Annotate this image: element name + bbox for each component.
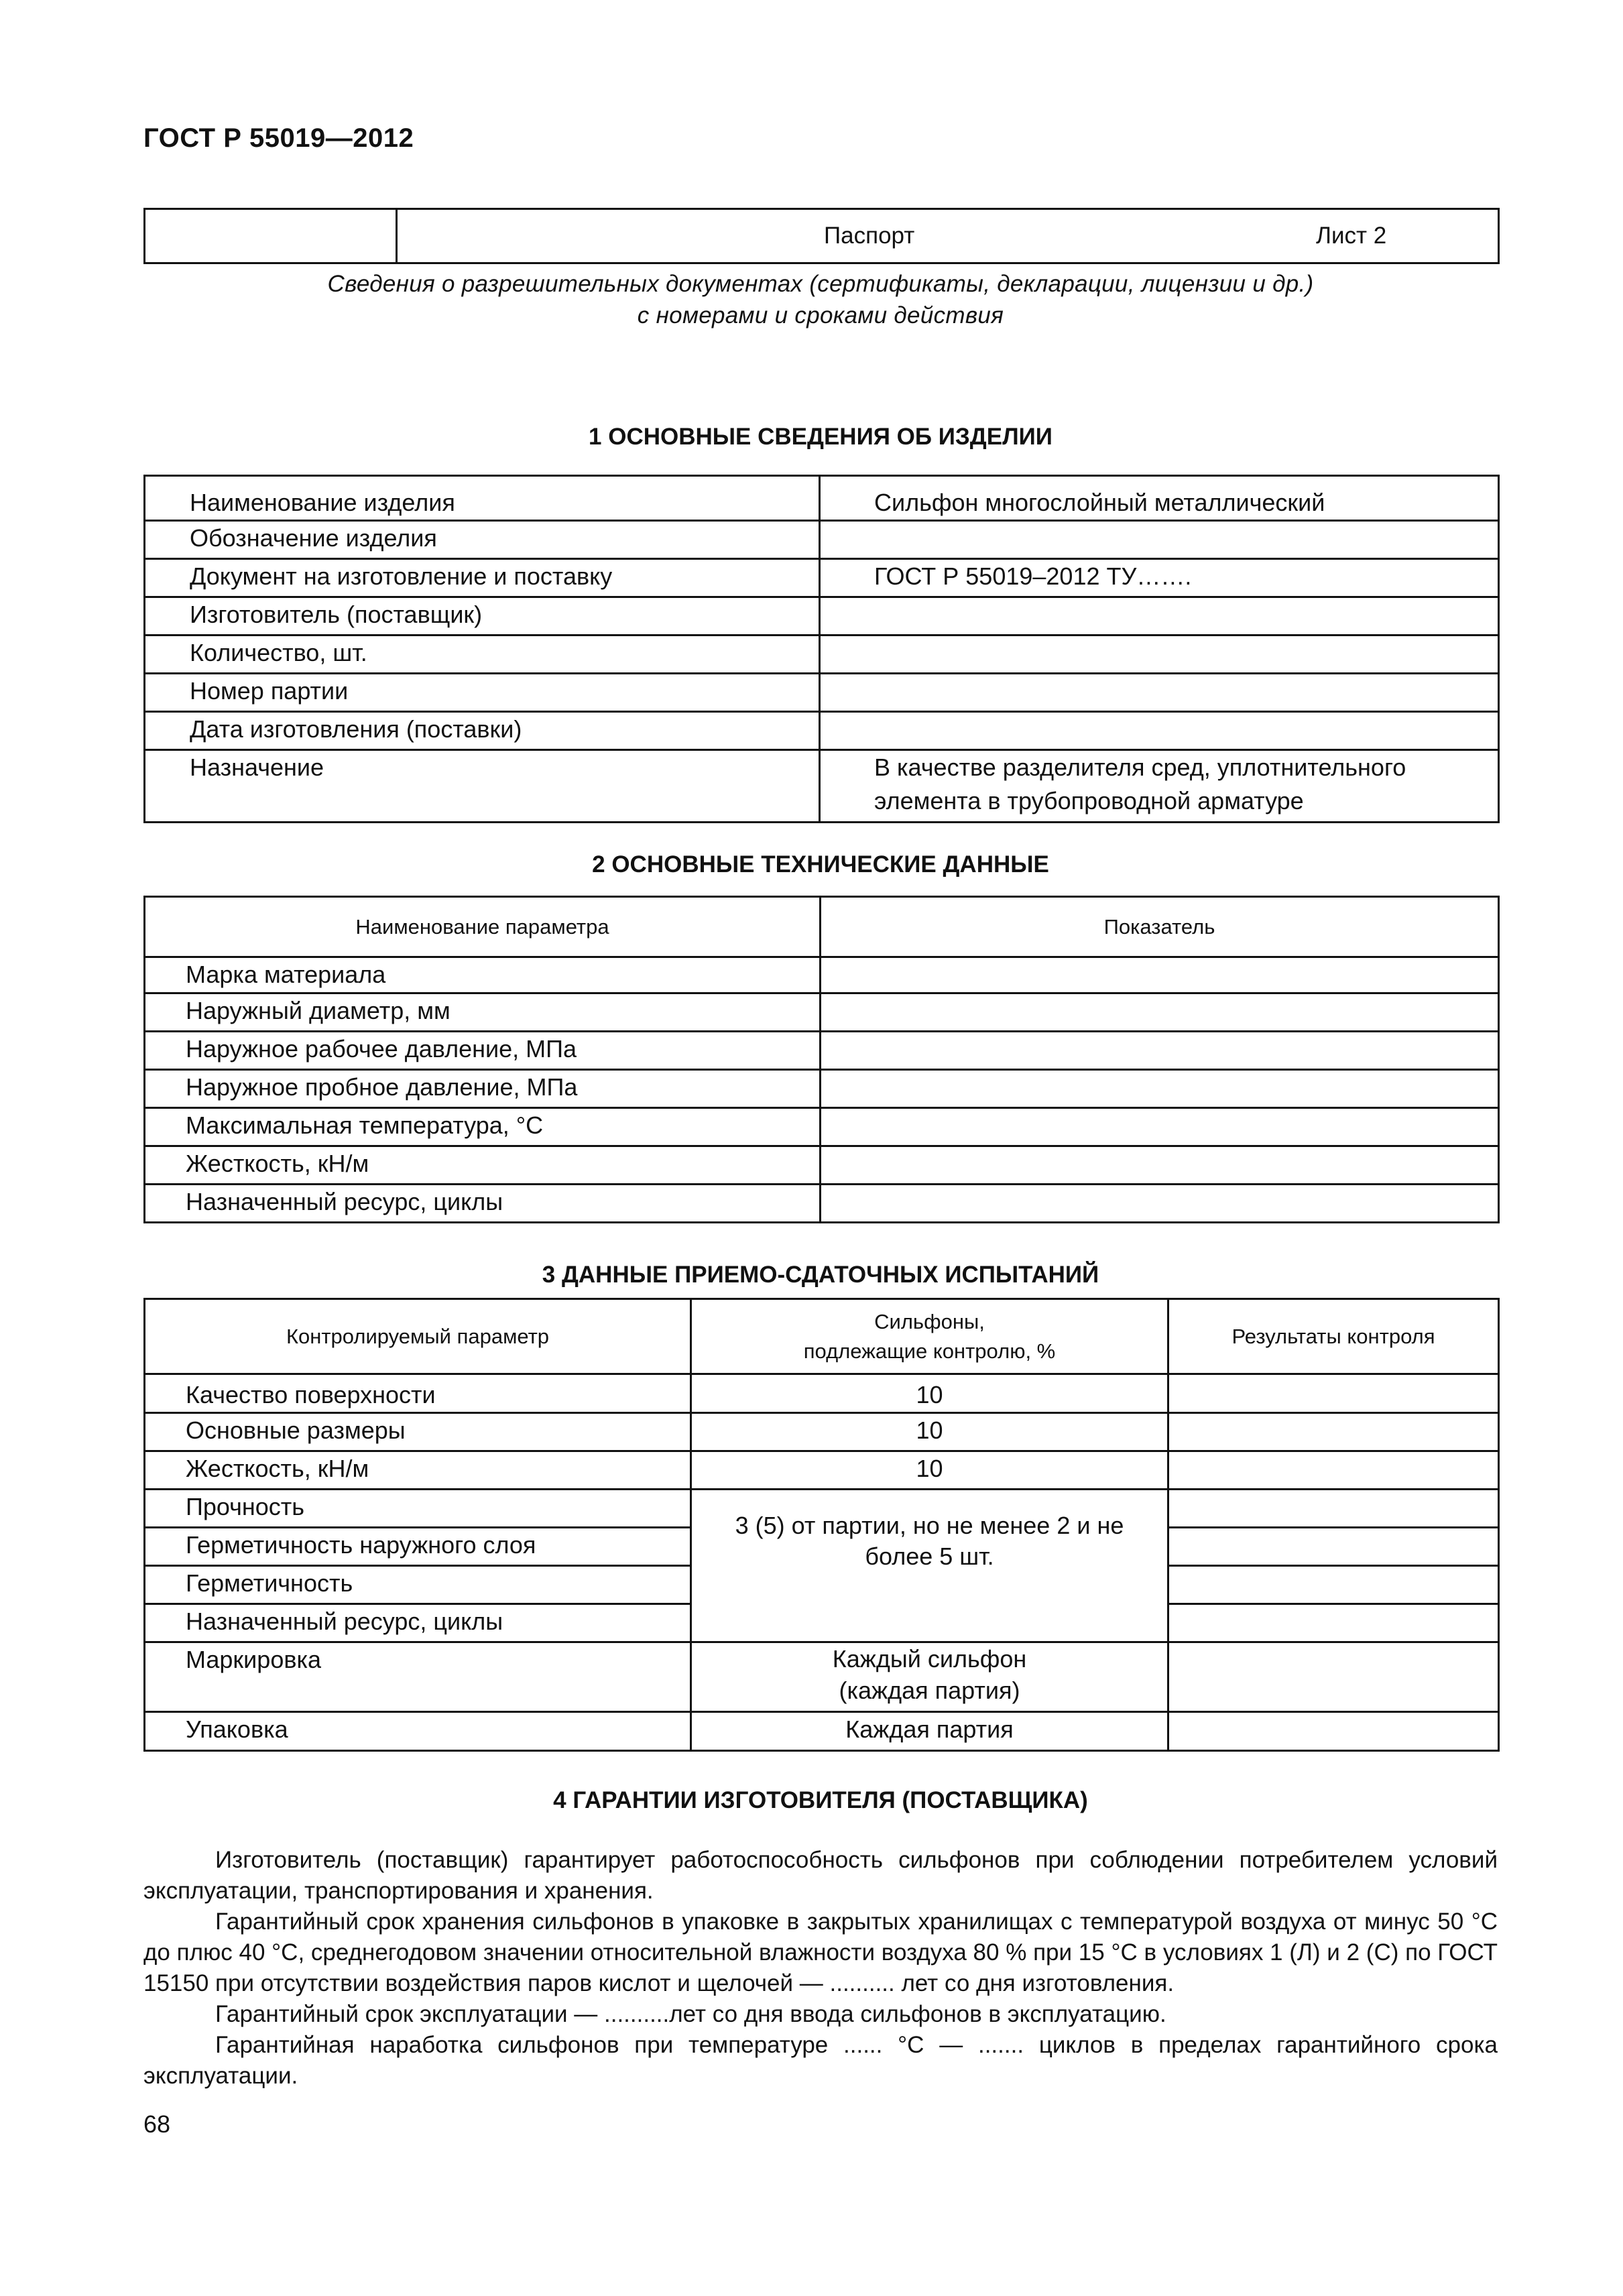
table-row-value [821, 1108, 1499, 1146]
table-row-label: Документ на изготовление и поставку [145, 559, 820, 597]
table-row-value [820, 712, 1499, 750]
table-row-value [821, 957, 1499, 993]
table-row-result [1168, 1490, 1499, 1528]
table-row-result [1168, 1413, 1499, 1451]
merged-share-cell [691, 1490, 1168, 1642]
table-row-label: Наименование изделия [145, 476, 820, 521]
marking-share [691, 1642, 1168, 1712]
sheet-number: Лист 2 [1316, 223, 1387, 249]
product-info-table [143, 475, 1500, 823]
col-header-controlled-param: Контролируемый параметр [145, 1299, 691, 1374]
table-row-result [1168, 1566, 1499, 1604]
table-row-label: Назначенный ресурс, циклы [145, 1185, 821, 1223]
passport-left-cell [145, 209, 397, 263]
table-row-result [1168, 1604, 1499, 1642]
marking-share-line2: (каждая партия) [839, 1677, 1020, 1704]
table-row-value [821, 1070, 1499, 1108]
table-row-value [821, 993, 1499, 1032]
table-row-label: Дата изготовления (поставки) [145, 712, 820, 750]
permits-note-line1: Сведения о разрешительных документах (сертификаты, декларации, лицензии и др.) [327, 271, 1314, 297]
table-row-label: Назначение [145, 750, 820, 823]
passport-title: Паспорт [824, 223, 915, 249]
table-row-value [820, 597, 1499, 636]
table-row-label: Номер партии [145, 674, 820, 712]
table-row-label: Жесткость, кН/м [145, 1146, 821, 1185]
table-row-label: Изготовитель (поставщик) [145, 597, 820, 636]
table-row-label: Прочность [145, 1490, 691, 1528]
col-header-share-line1: Сильфоны, [874, 1309, 985, 1333]
warranty-paragraph: Гарантийный срок хранения сильфонов в упаковке в закрытых хранилищах с температурой воздуха от минус 50 °С до плюс 40 °С, среднегодовом значении относительной влажности воздуха 80 % при 15 °С в условиях 1 (Л) и 2 (С) по ГОСТ 15150 при отсутствии воздействия паров кислот и щелочей — .......... лет со дня изготовления. [143, 1909, 1498, 1996]
passport-header-table [143, 208, 1500, 264]
table-row-result [1168, 1528, 1499, 1566]
section1-heading: 1 ОСНОВНЫЕ СВЕДЕНИЯ ОБ ИЗДЕЛИИ [589, 424, 1053, 450]
col-header-param: Наименование параметра [145, 897, 821, 957]
packing-result [1168, 1712, 1499, 1751]
table-row-value: В качестве разделителя сред, уплотнительного элемента в трубопроводной арматуре [820, 750, 1499, 823]
table-row-value [821, 1185, 1499, 1223]
permits-note-line2: с номерами и сроками действия [637, 302, 1004, 328]
page-number: 68 [143, 2110, 171, 2138]
table-row-result [1168, 1451, 1499, 1490]
table-row-label: Основные размеры [145, 1413, 691, 1451]
table-row-value: ГОСТ Р 55019–2012 ТУ……. [820, 559, 1499, 597]
col-header-share-line2: подлежащие контролю, % [803, 1339, 1056, 1363]
table-row-value [820, 521, 1499, 559]
warranty-paragraph: Изготовитель (поставщик) гарантирует работоспособность сильфонов при соблюдении потребителем условий эксплуатации, транспортирования и хранения. [143, 1847, 1498, 1904]
table-row-label: Качество поверхности [145, 1374, 691, 1413]
col-header-result: Результаты контроля [1168, 1299, 1499, 1374]
table-row-label: Наружное пробное давление, МПа [145, 1070, 821, 1108]
table-row-value [820, 636, 1499, 674]
packing-label: Упаковка [145, 1712, 691, 1751]
table-row-label: Назначенный ресурс, циклы [145, 1604, 691, 1642]
document-title: ГОСТ Р 55019—2012 [143, 123, 414, 153]
section4-heading: 4 ГАРАНТИИ ИЗГОТОВИТЕЛЯ (ПОСТАВЩИКА) [553, 1787, 1088, 1813]
table-row-label: Герметичность [145, 1566, 691, 1604]
table-row-share: 10 [691, 1413, 1168, 1451]
table-row-label: Количество, шт. [145, 636, 820, 674]
table-row-value: Сильфон многослойный металлический [820, 476, 1499, 521]
technical-data-table [143, 896, 1500, 1223]
table-row-result [1168, 1374, 1499, 1413]
permits-note [143, 268, 1498, 331]
section2-heading: 2 ОСНОВНЫЕ ТЕХНИЧЕСКИЕ ДАННЫЕ [592, 851, 1049, 878]
merged-share-text: 3 (5) от партии, но не менее 2 и не более 5 шт. [735, 1512, 1124, 1570]
section3-heading: 3 ДАННЫЕ ПРИЕМО-СДАТОЧНЫХ ИСПЫТАНИЙ [542, 1262, 1099, 1288]
passport-title-cell [397, 209, 1499, 263]
warranty-paragraph: Гарантийная наработка сильфонов при температуре ...... °С — ....... циклов в пределах гарантийного срока эксплуатации. [143, 2032, 1498, 2089]
table-row-value [821, 1032, 1499, 1070]
packing-share: Каждая партия [691, 1712, 1168, 1751]
table-row-label: Наружное рабочее давление, МПа [145, 1032, 821, 1070]
table-row-label: Наружный диаметр, мм [145, 993, 821, 1032]
table-row-label: Обозначение изделия [145, 521, 820, 559]
table-row-label: Максимальная температура, °С [145, 1108, 821, 1146]
table-row-share: 10 [691, 1374, 1168, 1413]
col-header-share [691, 1299, 1168, 1374]
acceptance-tests-table [143, 1298, 1500, 1752]
table-row-label: Жесткость, кН/м [145, 1451, 691, 1490]
col-header-value: Показатель [821, 897, 1499, 957]
table-row-value [821, 1146, 1499, 1185]
marking-share-line1: Каждый сильфон [832, 1645, 1027, 1673]
table-row-value [820, 674, 1499, 712]
marking-label: Маркировка [145, 1642, 691, 1712]
table-row-label: Марка материала [145, 957, 821, 993]
table-row-label: Герметичность наружного слоя [145, 1528, 691, 1566]
marking-result [1168, 1642, 1499, 1712]
table-row-share: 10 [691, 1451, 1168, 1490]
warranty-text [143, 1845, 1498, 2092]
warranty-paragraph: Гарантийный срок эксплуатации — ..........лет со дня ввода сильфонов в эксплуатацию. [215, 2001, 1166, 2027]
